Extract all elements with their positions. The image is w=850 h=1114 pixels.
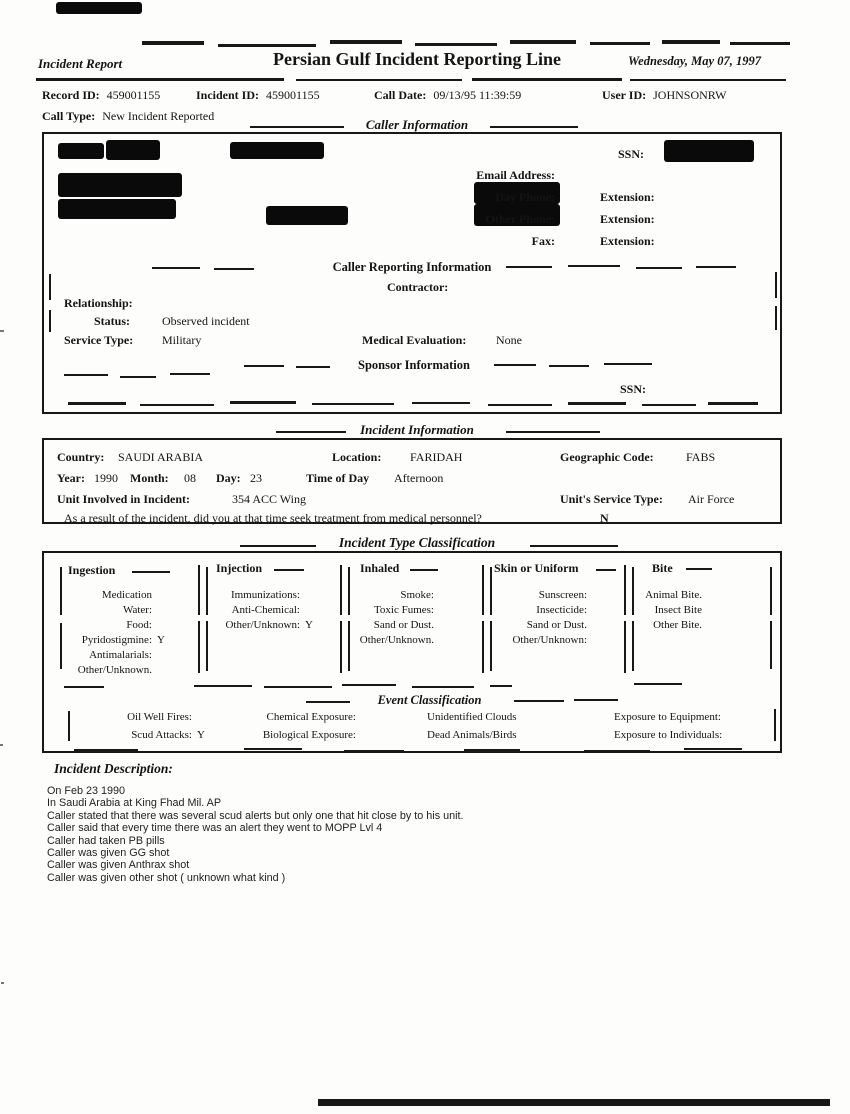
classification-item [52, 604, 152, 616]
redacted-ssn [664, 140, 754, 162]
rule-segment [590, 42, 650, 45]
rule-segment [770, 621, 772, 669]
rule-segment [770, 567, 772, 615]
relationship-label: Relationship: [64, 296, 133, 310]
scan-artifact-mark [1, 982, 4, 984]
rule-segment [306, 701, 350, 703]
scan-artifact-mark [0, 744, 3, 746]
rule-segment [120, 376, 156, 378]
item-label: Anti-Chemical: [231, 604, 300, 616]
column-title-injection: Injection [216, 561, 262, 575]
rule-segment [662, 40, 720, 44]
column-title-ingestion: Ingestion [68, 563, 116, 577]
rule-segment [312, 403, 394, 405]
rule-segment [568, 402, 626, 405]
rule-segment [152, 267, 200, 269]
status-value: Observed incident [162, 314, 250, 328]
user-id-field [602, 88, 726, 103]
item-label: Insect Bite [654, 604, 702, 616]
classification-item [484, 619, 587, 631]
rule-segment [152, 751, 228, 753]
rule-segment [490, 126, 578, 128]
rule-segment [68, 402, 126, 405]
fax-label: Fax: [531, 234, 555, 248]
rule-segment [774, 709, 776, 741]
rule-segment [296, 79, 462, 81]
redacted-address [266, 206, 348, 225]
incident-id-label: Incident ID: [196, 88, 260, 102]
classification-item [52, 664, 152, 676]
classification-item [52, 649, 152, 661]
extension-label: Extension: [600, 234, 655, 248]
record-id-field [42, 88, 160, 103]
rule-segment [472, 78, 622, 81]
rule-segment [214, 268, 254, 270]
classification-item [604, 604, 702, 616]
description-line: Caller was given other shot ( unknown what kind ) [47, 871, 286, 884]
item-label: Water: [122, 604, 152, 616]
day-label: Day: [216, 471, 241, 485]
email-address-label: Email Address: [476, 168, 555, 182]
description-line: Caller stated that there was several scud alerts but only one that hit close by to his unit. [47, 809, 464, 822]
day-phone-label: Day Phone: [495, 190, 555, 204]
description-line: On Feb 23 1990 [47, 785, 126, 797]
scan-artifact-mark [56, 2, 142, 14]
incident-type-classification-heading: Incident Type Classification [338, 535, 496, 550]
rule-segment [244, 365, 284, 367]
classification-item [52, 619, 152, 631]
rule-segment [68, 711, 70, 741]
record-id-label: Record ID: [42, 88, 100, 102]
rule-segment [634, 683, 682, 685]
call-date-label: Call Date: [374, 88, 427, 102]
user-id-label: User ID: [602, 88, 647, 102]
event-item [236, 729, 356, 741]
rule-segment [574, 699, 618, 701]
column-title-skin-or-uniform: Skin or Uniform [494, 561, 579, 575]
item-label: Animal Bite. [645, 589, 702, 601]
call-date-field [374, 88, 521, 103]
extension-label: Extension: [600, 212, 655, 226]
rule-segment [730, 42, 790, 45]
incident-id-value: 459001155 [266, 88, 320, 102]
rule-segment [344, 750, 404, 752]
rule-segment [330, 40, 402, 44]
scan-artifact-mark [0, 330, 4, 332]
classification-item [190, 589, 300, 601]
user-id-value: JOHNSONRW [653, 88, 727, 102]
medical-treatment-answer: N [600, 511, 609, 525]
sponsor-information-heading: Sponsor Information [358, 358, 470, 372]
rule-segment [250, 126, 344, 128]
classification-item [604, 619, 702, 631]
item-label: Sand or Dust. [373, 619, 434, 631]
event-item [72, 711, 192, 723]
item-label: Toxic Fumes: [373, 604, 434, 616]
geographic-code-label: Geographic Code: [560, 450, 654, 464]
item-label: Other/Unknown: [225, 619, 300, 631]
rule-segment [686, 568, 712, 570]
rule-segment [568, 265, 620, 267]
call-date-value: 09/13/95 11:39:59 [433, 88, 522, 102]
rule-segment [240, 545, 316, 547]
item-label: Oil Well Fires: [127, 711, 192, 723]
redacted-name [106, 140, 160, 160]
call-type-value: New Incident Reported [102, 109, 215, 123]
location-value: FARIDAH [410, 450, 463, 464]
rule-segment [64, 374, 108, 376]
rule-segment [142, 41, 204, 45]
rule-segment [49, 274, 51, 300]
rule-segment [604, 363, 652, 365]
rule-segment [506, 266, 552, 268]
service-type-label: Service Type: [64, 333, 134, 347]
rule-segment [464, 749, 520, 751]
item-label: Sand or Dust. [526, 619, 587, 631]
rule-segment [630, 79, 786, 81]
item-label: Pyridostigmine: [81, 634, 152, 646]
rule-segment [684, 748, 742, 750]
ssn-label: SSN: [618, 147, 645, 161]
time-of-day-value: Afternoon [394, 471, 444, 485]
rule-segment [775, 306, 777, 330]
rule-segment [410, 569, 438, 571]
day-value: 23 [250, 471, 262, 485]
classification-item [334, 634, 434, 646]
rule-segment [708, 402, 758, 405]
caller-information-box [42, 132, 782, 414]
redacted-address [58, 173, 182, 197]
incident-id-field [196, 88, 320, 103]
item-label: Other/Unknown. [359, 634, 434, 646]
description-line: Caller was given Anthrax shot [47, 859, 190, 872]
rule-segment [530, 545, 618, 547]
item-value: Y [197, 729, 205, 741]
extension-label: Extension: [600, 190, 655, 204]
description-line: Caller had taken PB pills [47, 834, 165, 847]
country-label: Country: [57, 450, 105, 464]
event-item [72, 729, 205, 741]
classification-item [334, 604, 434, 616]
location-label: Location: [332, 450, 382, 464]
incident-type-classification-box [42, 551, 782, 753]
event-classification-heading: Event Classification [377, 693, 482, 707]
column-title-bite: Bite [652, 561, 673, 575]
rule-segment [775, 272, 777, 298]
month-label: Month: [130, 471, 169, 485]
classification-item [52, 589, 152, 601]
classification-item [484, 634, 587, 646]
record-id-value: 459001155 [106, 88, 161, 102]
item-label: Scud Attacks: [131, 729, 192, 741]
incident-information-box [42, 438, 782, 524]
item-label: Chemical Exposure: [266, 711, 356, 723]
rule-segment [230, 401, 296, 404]
classification-item [52, 634, 165, 646]
item-label: Immunizations: [230, 589, 300, 601]
classification-item [190, 619, 313, 631]
country-value: SAUDI ARABIA [118, 450, 204, 464]
rule-segment [494, 364, 536, 366]
medical-evaluation-value: None [496, 333, 522, 347]
item-label: Smoke: [400, 589, 434, 601]
year-label: Year: [57, 471, 85, 485]
description-line: Caller said that every time there was an alert they went to MOPP Lvl 4 [47, 822, 383, 835]
unit-service-type-label: Unit's Service Type: [560, 492, 663, 506]
rule-segment [140, 404, 214, 406]
unit-involved-value: 354 ACC Wing [232, 492, 306, 506]
rule-segment [549, 365, 589, 367]
rule-segment [506, 431, 600, 433]
classification-item [190, 604, 300, 616]
call-type-label: Call Type: [42, 109, 96, 123]
report-date: Wednesday, May 07, 1997 [628, 54, 761, 68]
incident-information-heading: Incident Information [360, 422, 474, 437]
item-value: Y [305, 619, 313, 631]
rule-segment [488, 404, 552, 406]
page-title: Persian Gulf Incident Reporting Line [272, 49, 561, 69]
scan-artifact-bottom-bar [318, 1099, 830, 1106]
rule-segment [64, 686, 104, 688]
classification-item [484, 604, 587, 616]
rule-segment [412, 686, 474, 688]
description-line: Caller was given GG shot [47, 847, 170, 860]
sponsor-ssn-label: SSN: [620, 382, 647, 396]
rule-segment [218, 44, 316, 47]
rule-segment [642, 404, 696, 406]
column-title-inhaled: Inhaled [360, 561, 400, 575]
call-type-field [42, 109, 214, 124]
rule-segment [584, 750, 650, 752]
rule-segment [696, 266, 736, 268]
item-value: Y [157, 634, 165, 646]
month-value: 08 [184, 471, 196, 485]
rule-segment [244, 748, 302, 750]
rule-segment [296, 366, 330, 368]
redacted-name [58, 143, 104, 159]
event-item: Unidentified Clouds [427, 711, 517, 723]
caller-information-heading: Caller Information [365, 117, 469, 132]
classification-item [334, 619, 434, 631]
rule-segment [490, 685, 512, 687]
item-label: Biological Exposure: [262, 729, 356, 741]
geographic-code-value: FABS [686, 450, 716, 464]
rule-segment [49, 310, 51, 332]
rule-segment [170, 373, 210, 375]
description-line: In Saudi Arabia at King Fhad Mil. AP [47, 797, 222, 810]
rule-segment [596, 569, 616, 571]
item-label: Other Bite. [653, 619, 702, 631]
rule-segment [194, 685, 252, 687]
item-label: Antimalarials: [89, 649, 152, 661]
medical-evaluation-label: Medical Evaluation: [362, 333, 467, 347]
incident-description-heading: Incident Description: [54, 761, 173, 776]
classification-item [484, 589, 587, 601]
time-of-day-label: Time of Day [306, 471, 370, 485]
item-label: Insecticide: [536, 604, 587, 616]
caller-reporting-heading: Caller Reporting Information [332, 260, 492, 274]
redacted-address [58, 199, 176, 219]
redacted-name [230, 142, 324, 159]
rule-segment [276, 431, 346, 433]
report-type-label: Incident Report [38, 56, 123, 71]
rule-segment [342, 684, 396, 686]
contractor-label: Contractor: [387, 280, 449, 294]
other-phone-label: Other Phone: [485, 212, 555, 226]
rule-segment [514, 700, 564, 702]
medical-treatment-question: As a result of the incident, did you at that time seek treatment from medical personnel? [64, 511, 482, 525]
event-item: Dead Animals/Birds [427, 729, 517, 741]
event-item: Exposure to Individuals: [614, 729, 723, 741]
rule-segment [274, 569, 304, 571]
service-type-value: Military [162, 333, 202, 347]
event-item: Exposure to Equipment: [614, 711, 721, 723]
item-label: Sunscreen: [538, 589, 587, 601]
year-value: 1990 [94, 471, 118, 485]
unit-involved-label: Unit Involved in Incident: [57, 492, 191, 506]
rule-segment [636, 267, 682, 269]
event-item [236, 711, 356, 723]
rule-segment [415, 43, 497, 46]
incident-description-text [47, 785, 464, 884]
item-label: Other/Unknown: [512, 634, 587, 646]
item-label: Other/Unknown. [77, 664, 152, 676]
rule-segment [510, 40, 576, 44]
status-label: Status: [94, 314, 131, 328]
classification-item [334, 589, 434, 601]
rule-segment [132, 571, 170, 573]
rule-segment [264, 686, 332, 688]
rule-segment [36, 78, 284, 81]
item-label: Medication [101, 589, 152, 601]
rule-segment [74, 749, 138, 751]
rule-segment [412, 402, 470, 404]
classification-item [604, 589, 702, 601]
unit-service-type-value: Air Force [688, 492, 735, 506]
item-label: Food: [126, 619, 152, 631]
